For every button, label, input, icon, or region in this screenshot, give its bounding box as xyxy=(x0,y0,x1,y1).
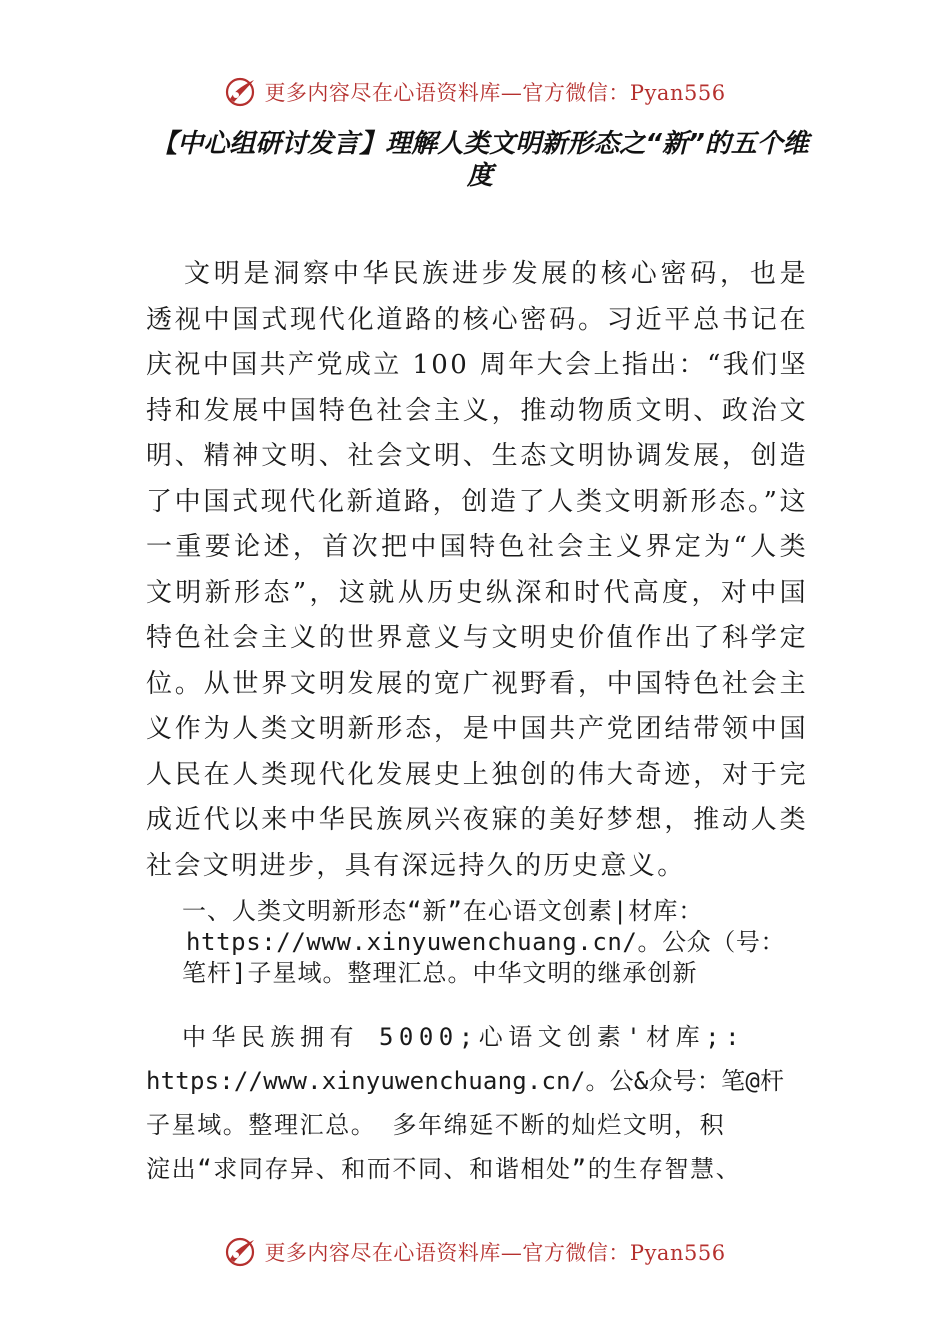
page-title: 【中心组研讨发言】理解人类文明新形态之“新”的五个维度 xyxy=(151,129,809,191)
brush-logo-icon xyxy=(224,1235,258,1269)
body-paragraph-1: 文明是洞察中华民族进步发展的核心密码，也是透视中国式现代化道路的核心密码。习近平总书记在庆祝中国共产党成立 100 周年大会上指出：“我们坚持和发展中国特色社会主义，推动物质文明、政治文明、精神文明、社会文明、生态文明协调发展，创造了中国式现代化新道路，创造了人类文明新形态。”这一重要论述，首次把中国特色社会主义界定为“人类文明新形态”，这就从历史纵深和时代高度，对中国特色社会主义的世界意义与文明史价值作出了科学定位。从世界文明发展的宽广视野看，中国特色社会主义作为人类文明新形态，是中国共产党团结带领中国人民在人类现代化发展史上独创的伟大奇迹，对于完成近代以来中华民族夙兴夜寐的美好梦想，推动人类社会文明进步，具有深远持久的历史意义。 xyxy=(146,259,808,881)
paragraph-line: 子星域。整理汇总。 多年绵延不断的灿烂文明，积 xyxy=(146,1111,726,1139)
section-heading-line: 笔杆]子星域。整理汇总。中华文明的继承创新 xyxy=(182,959,698,987)
header-banner xyxy=(0,72,950,112)
footer-banner xyxy=(0,1232,950,1272)
section-heading-1 xyxy=(146,896,808,989)
paragraph-line: 淀出“求同存异、和而不同、和谐相处”的生存智慧、 xyxy=(146,1155,742,1183)
paragraph-line: https://www.xinyuwenchuang.cn/。公&众号：笔@杆 xyxy=(146,1067,785,1095)
paragraph-line: 中华民族拥有 5000;心语文创素'材库;: xyxy=(182,1023,746,1051)
section-heading-line: 一、人类文明新形态“新”在心语文创素|材库： xyxy=(182,897,704,925)
brush-logo-icon xyxy=(224,75,258,109)
banner-text: 更多内容尽在心语资料库—官方微信：Pyan556 xyxy=(264,81,726,105)
section-heading-line: https://www.xinyuwenchuang.cn/。公众（号： xyxy=(186,928,786,956)
banner-text: 更多内容尽在心语资料库—官方微信：Pyan556 xyxy=(264,1241,726,1265)
body-paragraph-2 xyxy=(146,1015,808,1191)
